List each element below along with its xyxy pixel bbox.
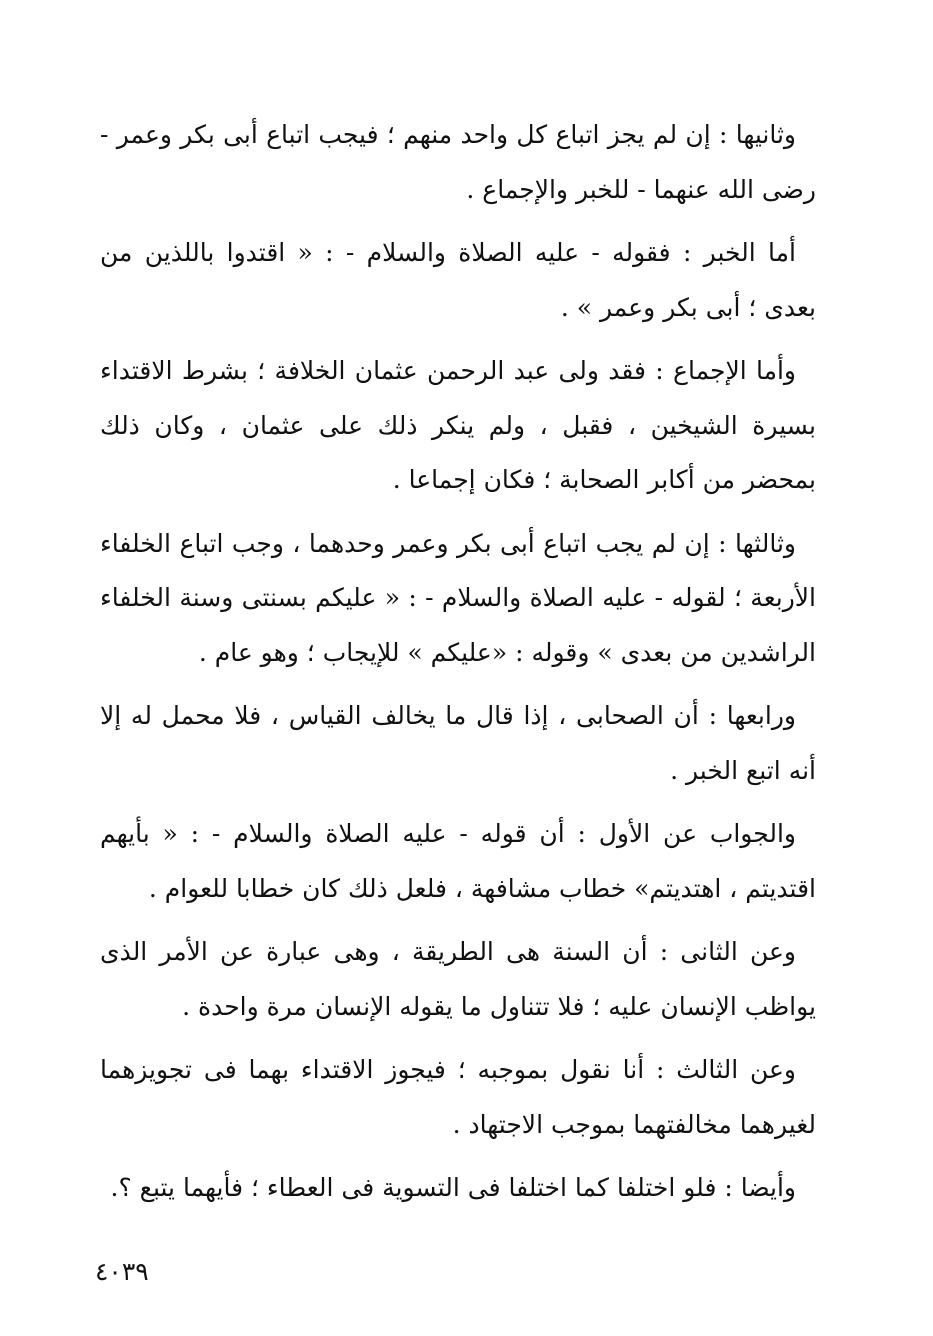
paragraph-second-argument: وثانيها : إن لم يجز اتباع كل واحد منهم ؛ فيجب اتباع أبى بكر وعمر - رضى الله عنهما - للخبر والإجماع . [100, 120, 816, 204]
paragraph-reply-second: وعن الثانى : أن السنة هى الطريقة ، وهى عبارة عن الأمر الذى يواظب الإنسان عليه ؛ فلا تتناول ما يقوله الإنسان مرة واحدة . [100, 937, 816, 1021]
paragraph-third-argument: وثالثها : إن لم يجب اتباع أبى بكر وعمر وحدهما ، وجب اتباع الخلفاء الأربعة ؛ لقوله - عليه الصلاة والسلام - : « عليكم بسنتى وسنة الخلفاء الراشدين من بعدى » وقوله : «عليكم » للإيجاب ؛ وهو عام . [100, 528, 816, 667]
paragraph-consensus-evidence: وأما الإجماع : فقد ولى عبد الرحمن عثمان الخلافة ؛ بشرط الاقتداء بسيرة الشيخين ، فقبل ، ولم ينكر ذلك على عثمان ، وكان ذلك بمحضر من أكابر الصحابة ؛ فكان إجماعا . [100, 356, 816, 494]
paragraph-hadith-evidence: أما الخبر : فقوله - عليه الصلاة والسلام - : « اقتدوا باللذين من بعدى ؛ أبى بكر وعمر » . [100, 238, 816, 322]
page-number: ٤٠٣٩ [95, 1257, 149, 1286]
paragraph-reply-first: والجواب عن الأول : أن قوله - عليه الصلاة والسلام - : « بأيهم اقتديتم ، اهتديتم» خطاب مشافهة ، فلعل ذلك كان خطابا للعوام . [100, 819, 816, 903]
page-text-body [100, 108, 816, 1225]
paragraph-reply-third: وعن الثالث : أنا نقول بموجبه ؛ فيجوز الاقتداء بهما فى تجويزهما لغيرهما مخالفتهما بموجب الاجتهاد . [100, 1055, 816, 1139]
paragraph-additionally: وأيضا : فلو اختلفا كما اختلفا فى التسوية فى العطاء ؛ فأيهما يتبع ؟. [110, 1173, 796, 1202]
paragraph-fourth-argument: ورابعها : أن الصحابى ، إذا قال ما يخالف القياس ، فلا محمل له إلا أنه اتبع الخبر . [100, 701, 816, 785]
